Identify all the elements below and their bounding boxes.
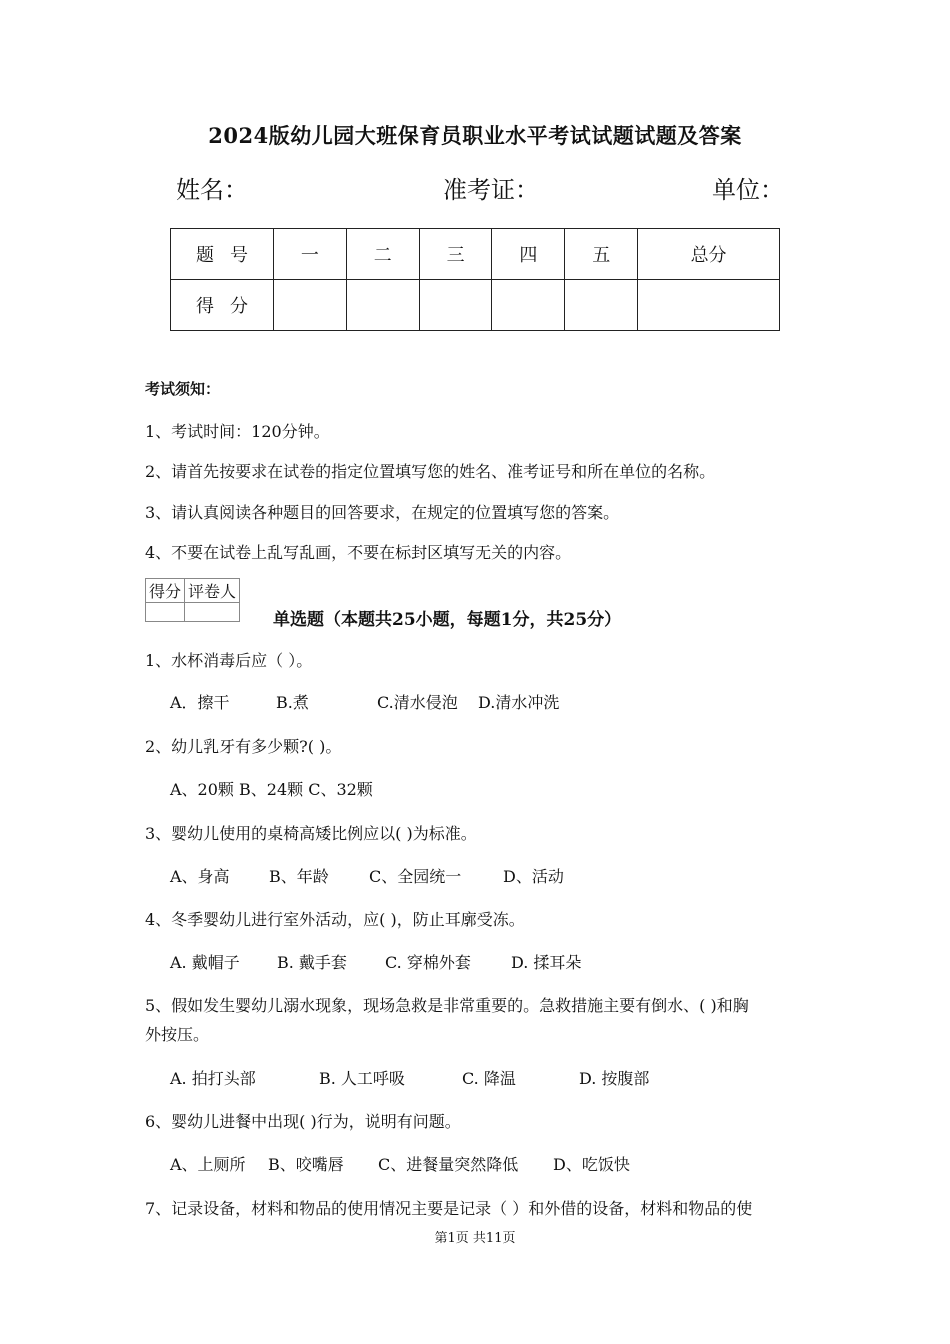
exam-id-field-label: 准考证： bbox=[443, 176, 539, 204]
section-heading: 单选题（本题共25小题，每题1分，共25分） bbox=[273, 610, 622, 630]
option: B、咬嘴唇 bbox=[268, 1155, 344, 1174]
option: C、进餐量突然降低 bbox=[378, 1155, 519, 1174]
notice-item: 3、请认真阅读各种题目的回答要求，在规定的位置填写您的答案。 bbox=[145, 503, 620, 522]
option: C、全园统一 bbox=[369, 867, 462, 886]
notice-item: 1、考试时间：120分钟。 bbox=[145, 422, 330, 441]
option: D、吃饭快 bbox=[553, 1155, 630, 1174]
question-text: 5、假如发生婴幼儿溺水现象，现场急救是非常重要的。急救措施主要有倒水、( )和胸 bbox=[145, 996, 749, 1015]
question-text-continued: 外按压。 bbox=[145, 1025, 210, 1044]
question-text: 2、幼儿乳牙有多少颗?( )。 bbox=[145, 737, 342, 756]
option: D. 揉耳朵 bbox=[511, 953, 582, 972]
score-table bbox=[170, 228, 780, 331]
option: C.清水侵泡 bbox=[377, 693, 458, 712]
score-table-cell: 得分 bbox=[171, 280, 274, 331]
option: C. 降温 bbox=[462, 1069, 516, 1088]
score-table-blank-cell[interactable] bbox=[638, 280, 780, 331]
option: A、身高 bbox=[170, 867, 230, 886]
score-table-blank-cell[interactable] bbox=[565, 280, 638, 331]
score-table-score-row bbox=[171, 280, 780, 331]
option: A. 拍打头部 bbox=[170, 1069, 256, 1088]
score-table-cell: 五 bbox=[565, 229, 638, 280]
notice-title: 考试须知： bbox=[145, 380, 221, 398]
question-text: 1、水杯消毒后应（ ）。 bbox=[145, 651, 313, 670]
question-text: 6、婴幼儿进餐中出现( )行为，说明有问题。 bbox=[145, 1112, 461, 1131]
score-table-header-row bbox=[171, 229, 780, 280]
grader-box-grader-label: 评卷人 bbox=[185, 579, 240, 603]
score-table-cell: 四 bbox=[492, 229, 565, 280]
notice-item: 2、请首先按要求在试卷的指定位置填写您的姓名、准考证号和所在单位的名称。 bbox=[145, 462, 716, 481]
score-table-blank-cell[interactable] bbox=[419, 280, 492, 331]
option: A、20颗 B、24颗 C、32颗 bbox=[170, 780, 373, 799]
option: D. 按腹部 bbox=[579, 1069, 650, 1088]
grader-box-score-label: 得分 bbox=[146, 579, 185, 603]
option: B. 戴手套 bbox=[277, 953, 347, 972]
score-table-cell: 一 bbox=[274, 229, 347, 280]
score-table-blank-cell[interactable] bbox=[346, 280, 419, 331]
score-table-cell: 总分 bbox=[638, 229, 780, 280]
option: A．擦干 bbox=[170, 693, 230, 712]
option: B、年龄 bbox=[269, 867, 329, 886]
score-table-blank-cell[interactable] bbox=[274, 280, 347, 331]
document-title: 2024版幼儿园大班保育员职业水平考试试题试题及答案 bbox=[208, 123, 742, 148]
option: C. 穿棉外套 bbox=[385, 953, 471, 972]
score-table-blank-cell[interactable] bbox=[492, 280, 565, 331]
grader-box bbox=[145, 578, 240, 622]
question-text: 4、冬季婴幼儿进行室外活动，应( )，防止耳廓受冻。 bbox=[145, 910, 525, 929]
option: B. 人工呼吸 bbox=[319, 1069, 405, 1088]
grader-box-blank-cell[interactable] bbox=[146, 603, 185, 622]
score-table-cell: 二 bbox=[346, 229, 419, 280]
score-table-cell: 三 bbox=[419, 229, 492, 280]
grader-box-blank-cell[interactable] bbox=[185, 603, 240, 622]
name-field-label: 姓名： bbox=[176, 176, 248, 204]
page-footer: 第1页 共11页 bbox=[434, 1231, 516, 1246]
option: D.清水冲洗 bbox=[478, 693, 560, 712]
unit-field-label: 单位： bbox=[712, 176, 784, 204]
question-text: 7、记录设备，材料和物品的使用情况主要是记录（ ）和外借的设备，材料和物品的使 bbox=[145, 1199, 753, 1218]
notice-item: 4、不要在试卷上乱写乱画，不要在标封区填写无关的内容。 bbox=[145, 543, 572, 562]
option: B.煮 bbox=[276, 693, 309, 712]
option: A、上厕所 bbox=[170, 1155, 246, 1174]
score-table-cell: 题号 bbox=[171, 229, 274, 280]
option: D、活动 bbox=[503, 867, 564, 886]
option: A. 戴帽子 bbox=[170, 953, 240, 972]
question-text: 3、婴幼儿使用的桌椅高矮比例应以( )为标准。 bbox=[145, 824, 477, 843]
